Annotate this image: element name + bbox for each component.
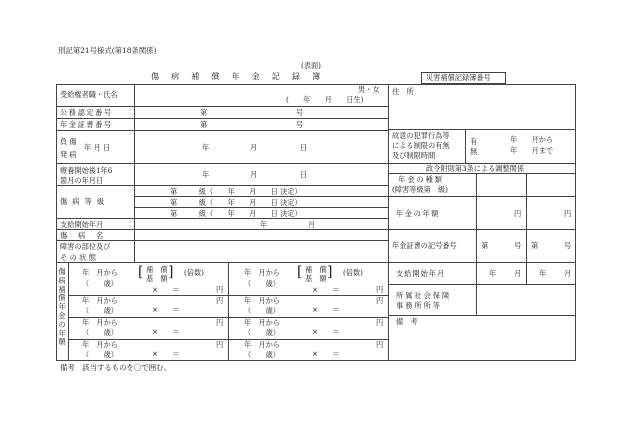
age: （ 歳） xyxy=(244,328,280,337)
amount-divider xyxy=(68,262,69,361)
label-divider xyxy=(134,84,135,262)
bracket-open: [ xyxy=(138,264,144,280)
times-equals: × ＝ xyxy=(312,285,340,294)
tsuki: 月 xyxy=(308,220,316,229)
page-title: 傷 病 補 償 年 金 記 録 簿 xyxy=(151,72,325,81)
from-month: 年 月から xyxy=(244,268,280,277)
nichi: 日 xyxy=(300,170,308,179)
birth-date: ( 年 月 日生) xyxy=(286,95,364,104)
yen: 円 xyxy=(216,285,224,294)
yen: 円 xyxy=(376,296,384,305)
row-line xyxy=(134,196,388,197)
from-month: 年 月から xyxy=(244,296,280,305)
address-label: 住 所 xyxy=(392,87,414,96)
office-label-2: 事務所所等 xyxy=(396,301,442,310)
annual-amount-vertical-label: 傷病補償年金の年額 xyxy=(58,267,66,347)
row-line xyxy=(388,173,576,174)
age: （ 歳） xyxy=(244,306,280,315)
treatment-label-2: 箇月の年月日 xyxy=(60,176,104,185)
compensation-base-label: 補 償 xyxy=(305,265,327,274)
age: （ 歳） xyxy=(244,350,280,359)
grade-row: 第 級（ 年 月 日 決定） xyxy=(170,198,302,207)
row-line xyxy=(56,218,388,219)
from-month: 年 月から xyxy=(82,340,118,349)
nen: 年 xyxy=(202,143,210,152)
col-line xyxy=(476,284,477,315)
col-line xyxy=(476,229,477,284)
nen: 年 xyxy=(260,220,268,229)
nen: 年 xyxy=(489,269,497,278)
age: （ 歳） xyxy=(82,350,118,359)
times-equals: × ＝ xyxy=(312,327,340,336)
age: （ 歳） xyxy=(82,279,118,288)
panel-divider xyxy=(388,84,389,361)
row-line xyxy=(56,185,388,186)
times-equals: × ＝ xyxy=(152,285,180,294)
period-from: 年 月から xyxy=(510,135,554,144)
compensation-base-label-2: 基 額 xyxy=(146,274,168,283)
nen: 年 xyxy=(202,170,210,179)
go: 号 xyxy=(564,241,572,250)
tsuki: 月 xyxy=(250,170,258,179)
row-line xyxy=(388,262,576,263)
bracket-open: [ xyxy=(297,264,303,280)
row-line xyxy=(388,315,576,316)
recipient-label: 受給権者職・氏名 xyxy=(60,90,118,99)
injury-label: 負傷 xyxy=(60,137,79,146)
period-until: 年 月まで xyxy=(510,146,554,155)
row-line xyxy=(56,240,388,241)
age: （ 歳） xyxy=(244,279,280,288)
row-line xyxy=(56,163,388,164)
dai: 第 xyxy=(531,241,539,250)
age: （ 歳） xyxy=(82,306,118,315)
go: 号 xyxy=(296,120,304,129)
bracket-close: ] xyxy=(168,264,174,280)
nen: 年 xyxy=(539,269,547,278)
multiplier-label: (倍数) xyxy=(343,268,363,277)
pension-cert-label: 年金証書番号 xyxy=(60,120,113,129)
payment-start-label: 支給開始年月 xyxy=(60,220,104,229)
compensation-base-label: 補 償 xyxy=(146,265,168,274)
side-indicator: (表面) xyxy=(301,61,321,70)
times-equals: × ＝ xyxy=(152,305,180,314)
from-month: 年 月から xyxy=(244,318,280,327)
remarks-label: 備 考 xyxy=(396,317,418,326)
yen: 円 xyxy=(376,285,384,294)
row-line xyxy=(56,130,388,131)
compensation-base-label-2: 基 額 xyxy=(305,274,327,283)
illness-name-label: 傷 病 名 xyxy=(60,231,105,240)
date-label: 年 月 日 xyxy=(84,143,111,152)
tsuki: 月 xyxy=(564,269,572,278)
pension-type-grade: (障害等級第 級) xyxy=(392,185,448,194)
crime-limit-label-3: 及び制限時間 xyxy=(392,151,436,160)
yen: 円 xyxy=(376,318,384,327)
times-equals: × ＝ xyxy=(152,327,180,336)
yen: 円 xyxy=(216,296,224,305)
row-line xyxy=(134,207,388,208)
from-month: 年 月から xyxy=(82,296,118,305)
from-month: 年 月から xyxy=(82,318,118,327)
treatment-label: 療養開始後1年6 xyxy=(60,166,113,175)
pension-type-label: 年金の種類 xyxy=(398,175,444,184)
row-line xyxy=(388,129,576,130)
times-equals: × ＝ xyxy=(312,305,340,314)
col-line xyxy=(476,173,477,229)
gender: 男・女 xyxy=(358,85,380,94)
cert-no-label: 公務認定番号 xyxy=(60,108,113,117)
tsuki: 月 xyxy=(514,269,522,278)
footer-note: 備考 該当するものを〇で囲む。 xyxy=(60,363,171,372)
row-line xyxy=(56,262,388,263)
dai: 第 xyxy=(481,241,489,250)
adjustment-title: 政令附則第3条による調整関係 xyxy=(426,164,525,173)
payment-start-label: 支給開始年月 xyxy=(396,269,446,278)
disaster-record-number-label: 災害補償記録簿番号 xyxy=(426,73,491,82)
grade-row: 第 級（ 年 月 日 決定） xyxy=(170,187,302,196)
col-line xyxy=(526,229,527,284)
dai: 第 xyxy=(200,120,208,129)
yen: 円 xyxy=(376,340,384,349)
age: （ 歳） xyxy=(82,328,118,337)
multiplier-label: (倍数) xyxy=(184,268,204,277)
form-reference: 別記第21号様式(第18条関係) xyxy=(58,46,157,55)
col-line xyxy=(526,173,527,229)
office-label: 所属社会保険 xyxy=(396,291,452,300)
yen: 円 xyxy=(564,209,572,218)
crime-limit-label-2: による制限の有無 xyxy=(392,141,450,150)
amount-divider xyxy=(228,262,229,361)
row-line xyxy=(388,229,576,230)
option-yes: 有 xyxy=(470,137,478,146)
option-no: 無 xyxy=(470,147,478,156)
yen: 円 xyxy=(514,209,522,218)
from-month: 年 月から xyxy=(244,340,280,349)
grade-row: 第 級（ 年 月 日 決定） xyxy=(170,209,302,218)
times-equals: × ＝ xyxy=(152,349,180,358)
bracket-close: ] xyxy=(327,264,333,280)
annual-amount-label: 年金の年額 xyxy=(396,209,440,218)
onset-label: 発病 xyxy=(60,150,79,159)
go: 号 xyxy=(514,241,522,250)
row-line xyxy=(56,229,388,230)
row-line xyxy=(388,284,576,285)
pension-symbol-label: 年金証書の記号番号 xyxy=(392,241,457,250)
crime-limit-label: 故意の犯罪行為等 xyxy=(392,131,450,140)
row-line xyxy=(388,196,576,197)
yen: 円 xyxy=(216,340,224,349)
disability-label-2: その状態 xyxy=(60,253,99,262)
row-line xyxy=(56,106,388,107)
dai: 第 xyxy=(200,108,208,117)
from-month: 年 月から xyxy=(82,268,118,277)
col-line xyxy=(465,129,466,163)
times-equals: × ＝ xyxy=(312,349,340,358)
tsuki: 月 xyxy=(250,143,258,152)
row-line xyxy=(56,118,388,119)
disability-label: 障害の部位及び xyxy=(60,242,111,251)
yen: 円 xyxy=(216,318,224,327)
go: 号 xyxy=(296,108,304,117)
grade-label: 傷 病 等 級 xyxy=(60,197,106,206)
nichi: 日 xyxy=(300,143,308,152)
